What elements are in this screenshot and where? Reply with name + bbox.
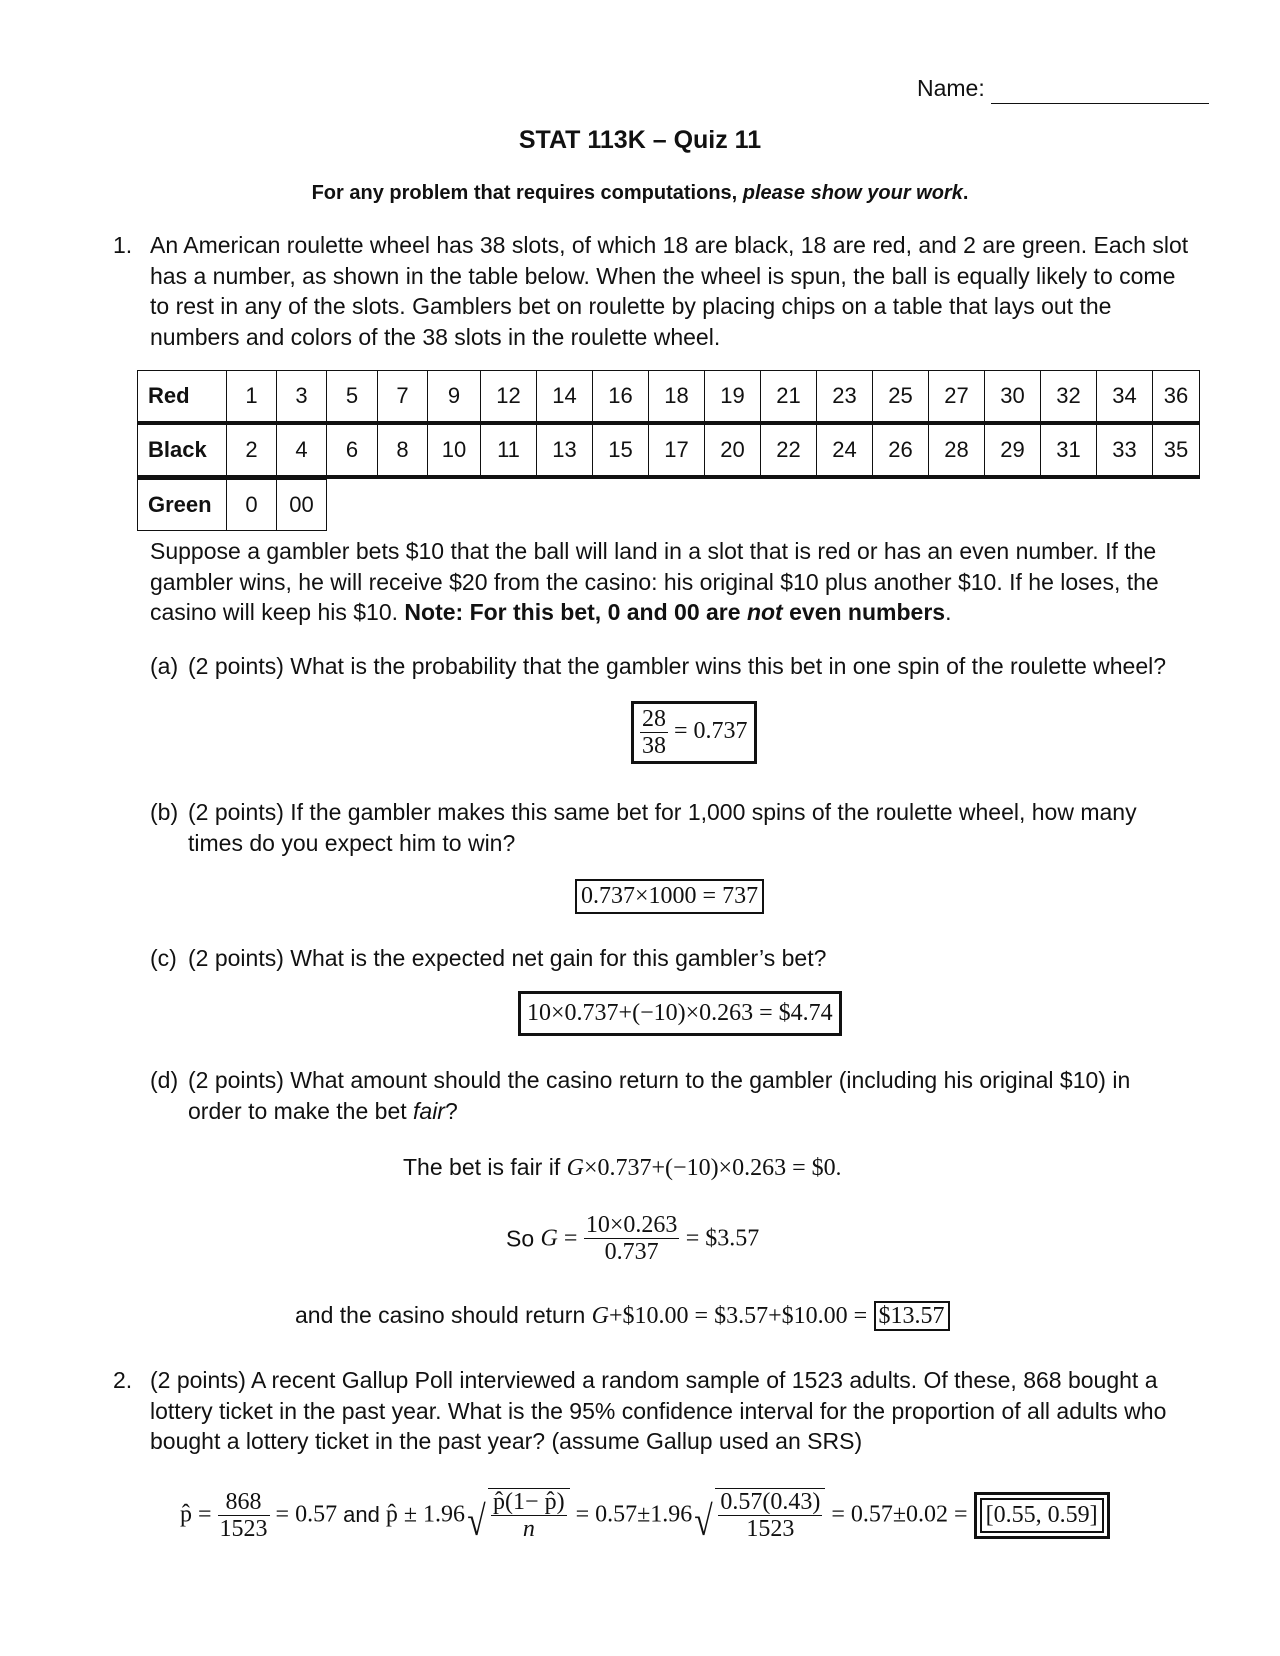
part-b-text: (2 points) If the gambler makes this same bet for 1,000 spins of the roulette wheel, how many times do you expect him to win? xyxy=(188,799,1137,856)
part-c-label: (c) xyxy=(150,945,177,971)
name-field xyxy=(917,73,1209,104)
part-d-label: (d) xyxy=(150,1067,179,1093)
name-label: Name: xyxy=(917,75,985,101)
red-label: Red xyxy=(138,371,227,424)
name-blank xyxy=(991,81,1209,104)
part-c-text: (2 points) What is the expected net gain for this gambler’s bet? xyxy=(188,945,827,971)
roulette-table xyxy=(137,370,1200,531)
part-a-answer: $\frac{28}{38}$ = 0.737 xyxy=(631,701,757,764)
page-title: STAT 113K – Quiz 11 xyxy=(518,126,762,154)
part-a-text: (2 points) What is the probability that the gambler wins this bet in one spin of the roulette wheel? xyxy=(188,653,1167,679)
return-statement: and the casino should return G+$10.00 = $3.57+$10.00 = $13.57 xyxy=(295,1300,950,1332)
question-2-text: (2 points) A recent Gallup Poll interviewed a random sample of 1523 adults. Of these, 868 bought a lottery ticket in the past year. What is the 95% confidence interval for the proportion of all adults who bought a lottery ticket in the past year? (assume Gallup used an SRS) xyxy=(150,1367,1167,1454)
part-a-label: (a) xyxy=(150,653,179,679)
part-d-answer: $13.57 xyxy=(874,1301,950,1331)
green-label: Green xyxy=(138,480,227,531)
part-b-label: (b) xyxy=(150,799,179,825)
g-solution: So G = $\frac{10\times 0.263}{0.737}$ = $3.57 xyxy=(506,1212,760,1265)
black-row: Black 2 4 6 8 10 11 13 15 17 20 22 24 26 28 29 31 33 35 xyxy=(138,423,1200,477)
part-b-answer: 0.737×1000 = 737 xyxy=(575,879,764,914)
scenario-text: Suppose a gambler bets $10 that the ball will land in a slot that is red or has an even number. If the gambler wins, he will receive $20 from the casino: his original $10 plus another $10. If he loses, the casino will keep his $10. Note: For this bet, 0 and 00 are not even numbers. xyxy=(150,538,1159,625)
part-d-text: (2 points) What amount should the casino return to the gambler (including his original $10) in order to make the bet fair? xyxy=(188,1067,1131,1124)
black-label: Black xyxy=(138,423,227,477)
fair-condition: The bet is fair if G×0.737+(−10)×0.263 = $0. xyxy=(403,1154,842,1181)
red-row: Red 1 3 5 7 9 12 14 16 18 19 21 23 25 27 30 32 34 36 xyxy=(138,371,1200,424)
question-2-number: 2. xyxy=(113,1367,133,1393)
question-1-intro: An American roulette wheel has 38 slots, of which 18 are black, 18 are red, and 2 are green. Each slot has a number, as shown in the table below. When the wheel is spun, the ball is equally likely to come to rest in any of the slots. Gamblers bet on roulette by placing chips on a table that lays out the numbers and colors of the 38 slots in the roulette wheel. xyxy=(150,232,1189,350)
note: Note: For this bet, 0 and 00 are not even numbers xyxy=(404,599,946,625)
instructions: For any problem that requires computations, please show your work. xyxy=(311,182,969,204)
ci-solution: p̂ = $\frac{868}{1523}$ = 0.57 and p̂ ± 1.96√ $\frac{p̂(1- p̂)}{n}$ = 0.57±1.96√ $\frac{0.57(0.43)}{1523}$ = 0.57±0.02 = [0.55, 0.59] xyxy=(180,1488,1110,1542)
question-2-answer: [0.55, 0.59] xyxy=(974,1492,1110,1539)
question-1-number: 1. xyxy=(113,232,133,258)
part-c-answer: 10×0.737+(−10)×0.263 = $4.74 xyxy=(518,991,842,1036)
green-row: Green 0 00 xyxy=(137,479,327,531)
